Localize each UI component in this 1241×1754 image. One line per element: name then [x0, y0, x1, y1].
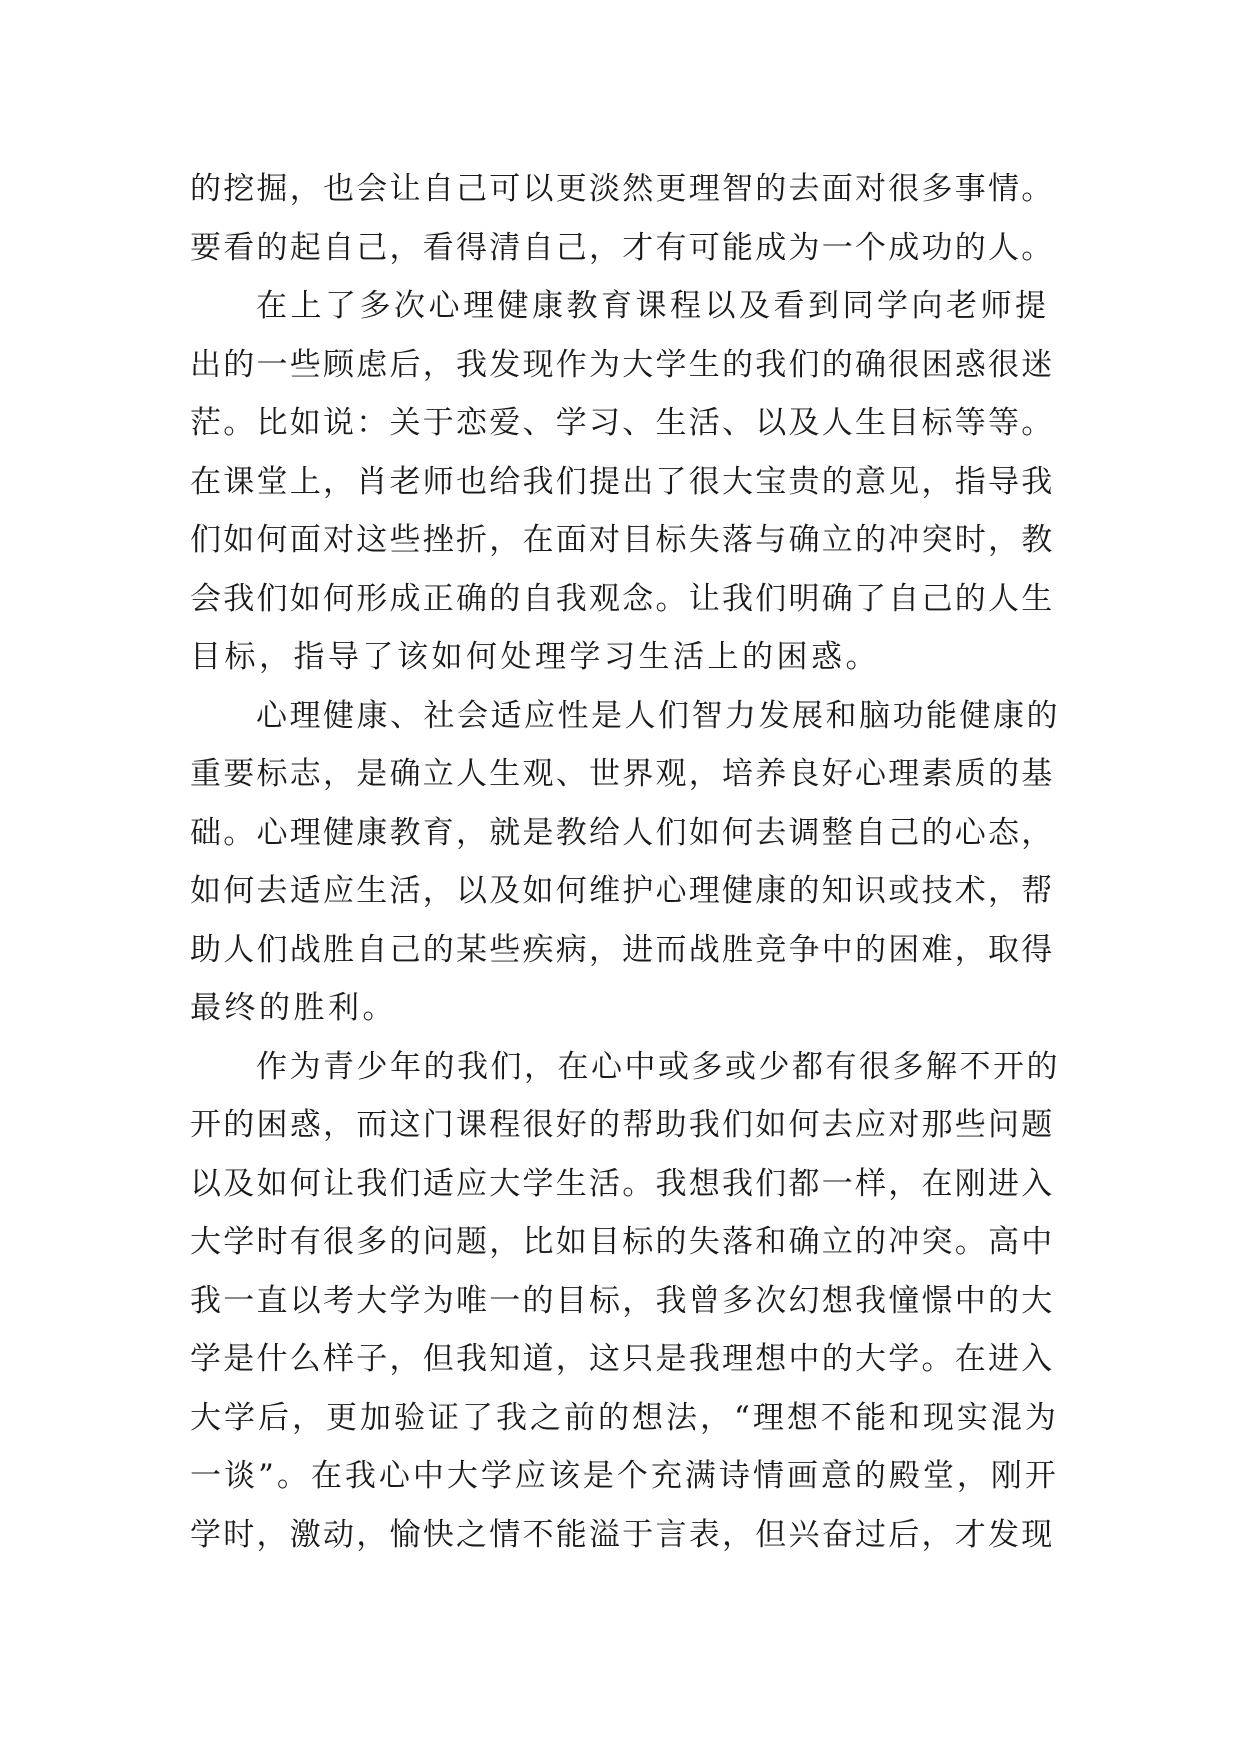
text-line: 学是什么样子，但我知道，这只是我理想中的大学。在进入 — [190, 1341, 1055, 1377]
text-line: 如何去适应生活，以及如何维护心理健康的知识或技术，帮 — [190, 873, 1055, 909]
text-line: 一谈”。在我心中大学应该是个充满诗情画意的殿堂，刚开 — [190, 1458, 1059, 1494]
text-line: 出的一些顾虑后，我发现作为大学生的我们的确很困惑很迷 — [190, 346, 1055, 383]
text-line: 以及如何让我们适应大学生活。我想我们都一样，在刚进入 — [190, 1165, 1055, 1202]
text-line: 们如何面对这些挫折，在面对目标失落与确立的冲突时，教 — [190, 522, 1055, 558]
paragraph-first-line: 心理健康、社会适应性是人们智力发展和脑功能健康的 — [256, 697, 1060, 734]
text-line: 会我们如何形成正确的自我观念。让我们明确了自己的人生 — [190, 580, 1055, 617]
text-line: 最终的胜利。 — [190, 990, 397, 1026]
text-line: 目标，指导了该如何处理学习生活上的困惑。 — [190, 639, 880, 675]
text-line: 重要标志，是确立人生观、世界观，培养良好心理素质的基 — [190, 756, 1055, 792]
paragraph-first-line: 作为青少年的我们，在心中或多或少都有很多解不开的 — [256, 1048, 1060, 1085]
text-line: 茫。比如说：关于恋爱、学习、生活、以及人生目标等等。 — [190, 405, 1055, 441]
paragraph-first-line: 在上了多次心理健康教育课程以及看到同学向老师提 — [256, 288, 1050, 324]
text-line: 础。心理健康教育，就是教给人们如何去调整自己的心态， — [190, 814, 1055, 851]
text-line: 助人们战胜自己的某些疾病，进而战胜竞争中的困难，取得 — [190, 931, 1055, 968]
text-line: 的挖掘，也会让自己可以更淡然更理智的去面对很多事情。 — [190, 171, 1055, 207]
text-line: 大学后，更加验证了我之前的想法，“理想不能和现实混为 — [190, 1399, 1059, 1436]
document-body-text — [190, 160, 1060, 1564]
text-line: 开的困惑，而这门课程很好的帮助我们如何去应对那些问题 — [190, 1107, 1055, 1143]
text-line: 学时，激动，愉快之情不能溢于言表，但兴奋过后，才发现 — [190, 1516, 1055, 1553]
text-line: 我一直以考大学为唯一的目标，我曾多次幻想我憧憬中的大 — [190, 1282, 1055, 1319]
text-line: 要看的起自己，看得清自己，才有可能成为一个成功的人。 — [190, 229, 1055, 266]
text-line: 大学时有很多的问题，比如目标的失落和确立的冲突。高中 — [190, 1224, 1055, 1260]
text-line: 在课堂上，肖老师也给我们提出了很大宝贵的意见，指导我 — [190, 463, 1055, 500]
